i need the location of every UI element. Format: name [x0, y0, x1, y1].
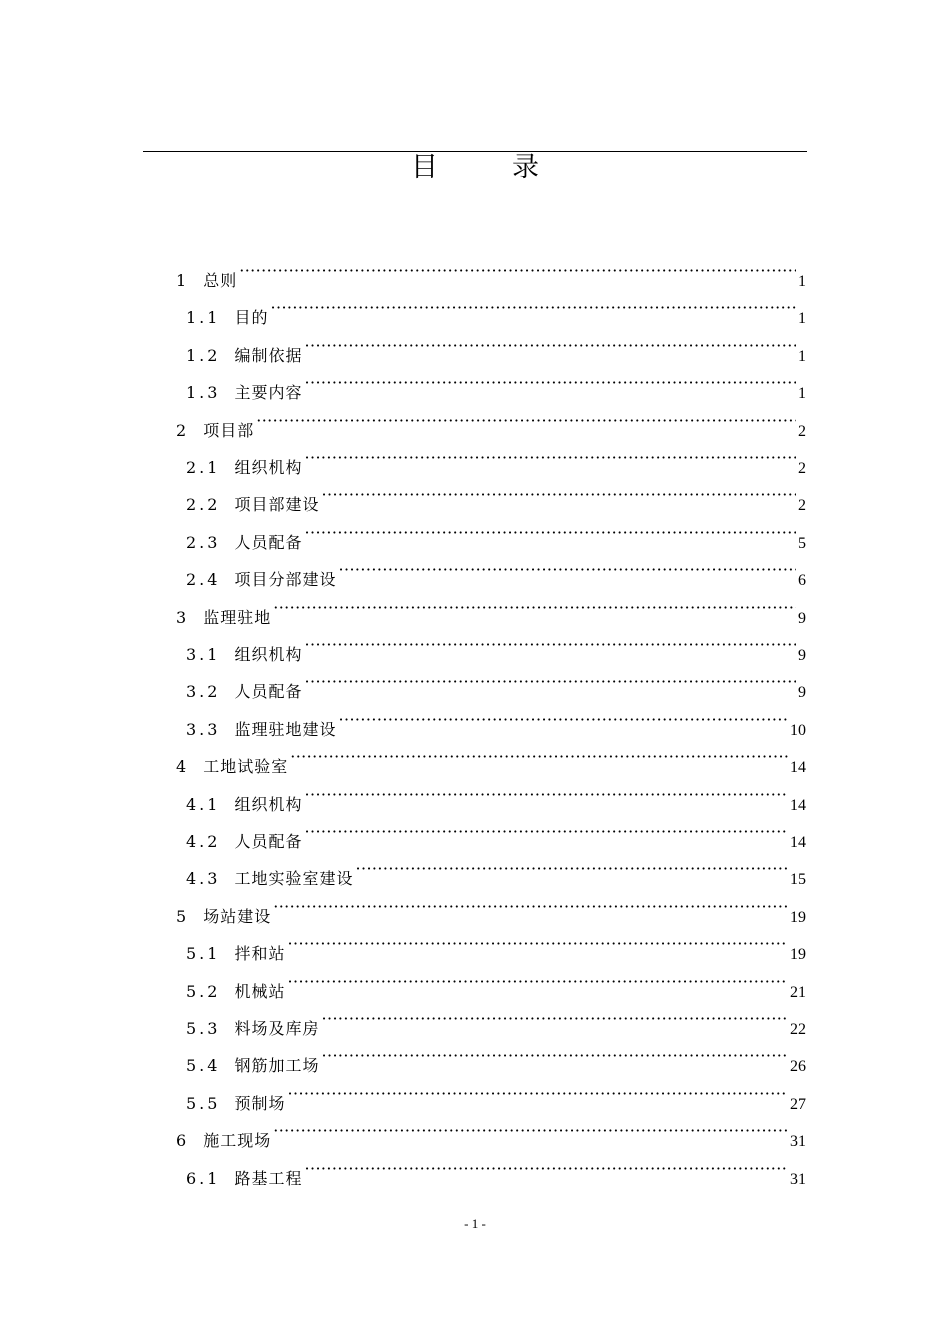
toc-entry-page-number: 1: [798, 385, 806, 403]
toc-entry[interactable]: [0, 406, 950, 440]
toc-entry-label: 项目部建设: [234, 495, 320, 515]
toc-dot-leader: [287, 1079, 788, 1109]
toc-entry-line: [176, 892, 806, 926]
toc-dot-leader: [304, 1154, 788, 1184]
toc-entry-label: 拌和站: [234, 944, 286, 964]
toc-dot-leader: [290, 742, 788, 772]
toc-entry-line: [186, 555, 806, 590]
toc-entry[interactable]: [0, 331, 950, 365]
toc-entry-page-number: 22: [790, 1021, 806, 1038]
toc-entry[interactable]: [0, 256, 950, 290]
toc-entry-line: [176, 742, 806, 777]
toc-entry-label: 路基工程: [234, 1168, 303, 1188]
toc-entry-number: 2.1: [186, 458, 221, 477]
toc-entry-label: 总则: [203, 271, 238, 290]
toc-dot-leader: [321, 480, 796, 510]
page-footer-number: - 1 -: [464, 1216, 486, 1231]
toc-entry[interactable]: [0, 929, 950, 964]
toc-entry-label: 机械站: [234, 981, 286, 1001]
toc-entry-number: 1: [176, 271, 190, 290]
toc-entry[interactable]: [0, 293, 950, 328]
toc-entry-line: [176, 593, 806, 627]
toc-entry-page-number: 15: [790, 871, 806, 889]
toc-entry-number: 3.1: [186, 645, 221, 664]
toc-entry-number: 5.2: [186, 981, 221, 1001]
toc-entry-line: [186, 780, 806, 814]
toc-entry-line: [186, 630, 806, 664]
toc-entry-line: [186, 854, 806, 889]
toc-entry-page-number: 1: [798, 273, 806, 290]
toc-entry-number: 4.2: [186, 832, 221, 851]
toc-entry-page-number: 14: [790, 796, 806, 814]
toc-entry-page-number: 10: [790, 721, 806, 739]
page-title: [143, 144, 807, 184]
toc-entry-number: 5.1: [186, 944, 221, 964]
toc-entry-line: [186, 667, 806, 702]
toc-entry-page-number: 5: [798, 534, 806, 552]
toc-entry-line: [186, 331, 806, 365]
toc-dot-leader: [304, 518, 796, 548]
toc-entry-line: [186, 705, 806, 739]
toc-entry-label: 人员配备: [234, 682, 303, 702]
toc-entry[interactable]: [0, 368, 950, 403]
toc-entry-page-number: 26: [790, 1058, 806, 1076]
toc-entry-page-number: 19: [790, 908, 806, 926]
toc-entry-page-number: 31: [790, 1170, 806, 1188]
toc-entry-label: 项目分部建设: [234, 570, 337, 590]
toc-dot-leader: [273, 892, 788, 922]
toc-entry[interactable]: [0, 593, 950, 627]
toc-entry-label: 人员配备: [234, 532, 303, 552]
toc-dot-leader: [304, 817, 788, 847]
toc-entry-label: 编制依据: [234, 345, 303, 365]
toc-entry-page-number: 2: [798, 497, 806, 515]
toc-entry-number: 1.2: [186, 345, 221, 365]
toc-dot-leader: [338, 705, 788, 735]
toc-entry-label: 工地试验室: [203, 757, 289, 777]
toc-entry-label: 人员配备: [234, 832, 303, 851]
toc-entry-line: [186, 1079, 806, 1113]
toc-dot-leader: [270, 293, 796, 323]
toc-entry-label: 场站建设: [203, 906, 272, 926]
toc-entry-line: [186, 817, 806, 851]
toc-entry-page-number: 19: [790, 946, 806, 964]
toc-entry-page-number: 14: [790, 834, 806, 851]
toc-dot-leader: [304, 331, 796, 361]
toc-entry-number: 3: [176, 607, 190, 627]
toc-entry-label: 钢筋加工场: [234, 1056, 320, 1076]
toc-entry-label: 主要内容: [234, 383, 303, 403]
toc-entry-label: 工地实验室建设: [234, 869, 354, 889]
toc-entry-page-number: 21: [790, 983, 806, 1001]
toc-entry-number: 4: [176, 757, 190, 777]
toc-entry[interactable]: [0, 1079, 950, 1113]
toc-dot-leader: [256, 406, 796, 436]
toc-entry-number: 1.3: [186, 383, 221, 403]
toc-entry[interactable]: [0, 1041, 950, 1076]
toc-entry-number: 4.1: [186, 794, 221, 814]
toc-entry-line: [186, 518, 806, 552]
toc-entry[interactable]: [0, 854, 950, 889]
toc-dot-leader: [304, 667, 796, 697]
toc-entry[interactable]: [0, 705, 950, 739]
toc-entry-line: [186, 368, 806, 403]
toc-entry-label: 组织机构: [234, 458, 303, 477]
toc-dot-leader: [321, 1041, 788, 1071]
toc-entry-number: 1.1: [186, 308, 221, 328]
toc-dot-leader: [338, 555, 796, 585]
toc-entry[interactable]: [0, 480, 950, 515]
toc-entry[interactable]: [0, 667, 950, 702]
toc-entry-line: [186, 293, 806, 328]
toc-dot-leader: [287, 967, 788, 997]
toc-entry-line: [186, 967, 806, 1001]
toc-entry-label: 预制场: [234, 1093, 286, 1113]
toc-dot-leader: [304, 443, 796, 473]
toc-entry[interactable]: [0, 967, 950, 1001]
toc-entry-number: 5.5: [186, 1093, 221, 1113]
toc-entry[interactable]: [0, 1116, 950, 1151]
toc-entry[interactable]: [0, 742, 950, 777]
toc-entry-line: [186, 929, 806, 964]
toc-entry-line: [186, 1041, 806, 1076]
toc-entry-line: [176, 406, 806, 440]
toc-entry-number: 3.3: [186, 719, 221, 739]
toc-entry-label: 料场及库房: [234, 1019, 320, 1038]
toc-entry-page-number: 9: [798, 609, 806, 627]
toc-entry-number: 2: [176, 420, 190, 440]
toc-entry-number: 5.4: [186, 1056, 221, 1076]
toc-dot-leader: [355, 854, 788, 884]
toc-entry-label: 施工现场: [203, 1131, 272, 1151]
title-char-2: 录: [512, 151, 539, 183]
toc-dot-leader: [321, 1004, 788, 1034]
toc-entry-label: 目的: [234, 308, 269, 328]
toc-entry-label: 组织机构: [234, 794, 303, 814]
toc-entry-page-number: 31: [790, 1133, 806, 1151]
toc-entry-label: 监理驻地建设: [234, 719, 337, 739]
toc-entry-label: 组织机构: [234, 645, 303, 664]
toc-entry-line: [186, 1154, 806, 1188]
toc-entry-page-number: 14: [790, 759, 806, 777]
toc-entry-label: 项目部: [203, 420, 255, 440]
toc-entry-number: 4.3: [186, 869, 221, 889]
toc-dot-leader: [239, 256, 796, 286]
toc-dot-leader: [273, 1116, 788, 1146]
toc-entry-line: [186, 443, 806, 477]
toc-entry-line: [176, 256, 806, 290]
toc-entry-page-number: 2: [798, 422, 806, 440]
toc-entry-number: 2.4: [186, 570, 221, 590]
toc-entry[interactable]: [0, 780, 950, 814]
toc-entry-number: 5: [176, 906, 190, 926]
toc-dot-leader: [273, 593, 796, 623]
toc-entry-page-number: 2: [798, 460, 806, 477]
toc-dot-leader: [304, 368, 796, 398]
toc-entry-line: [186, 480, 806, 515]
toc-entry-page-number: 27: [790, 1095, 806, 1113]
toc-dot-leader: [304, 780, 788, 810]
toc-entry-page-number: 6: [798, 572, 806, 590]
toc-entry-page-number: 1: [798, 310, 806, 328]
toc-entry[interactable]: [0, 630, 950, 664]
toc-entry-number: 3.2: [186, 682, 221, 702]
toc-entry[interactable]: [0, 1154, 950, 1188]
toc-entry-number: 5.3: [186, 1019, 221, 1038]
toc-entry[interactable]: [0, 518, 950, 552]
toc-entry-line: [176, 1116, 806, 1151]
title-char-1: 目: [411, 151, 438, 183]
toc-dot-leader: [304, 630, 796, 660]
toc-entry-page-number: 9: [798, 647, 806, 664]
toc-entry-number: 2.2: [186, 495, 221, 515]
toc-entry-page-number: 9: [798, 684, 806, 702]
toc-dot-leader: [287, 929, 788, 959]
toc-entry-label: 监理驻地: [203, 607, 272, 627]
toc-entry[interactable]: [0, 443, 950, 477]
toc-entry-number: 6: [176, 1131, 190, 1151]
toc-entry[interactable]: [0, 555, 950, 590]
toc-entry[interactable]: [0, 817, 950, 851]
toc-entry[interactable]: [0, 892, 950, 926]
toc-entry-number: 2.3: [186, 532, 221, 552]
toc-entry[interactable]: [0, 1004, 950, 1038]
toc-entry-page-number: 1: [798, 347, 806, 365]
toc-entry-number: 6.1: [186, 1168, 221, 1188]
toc-entry-line: [186, 1004, 806, 1038]
